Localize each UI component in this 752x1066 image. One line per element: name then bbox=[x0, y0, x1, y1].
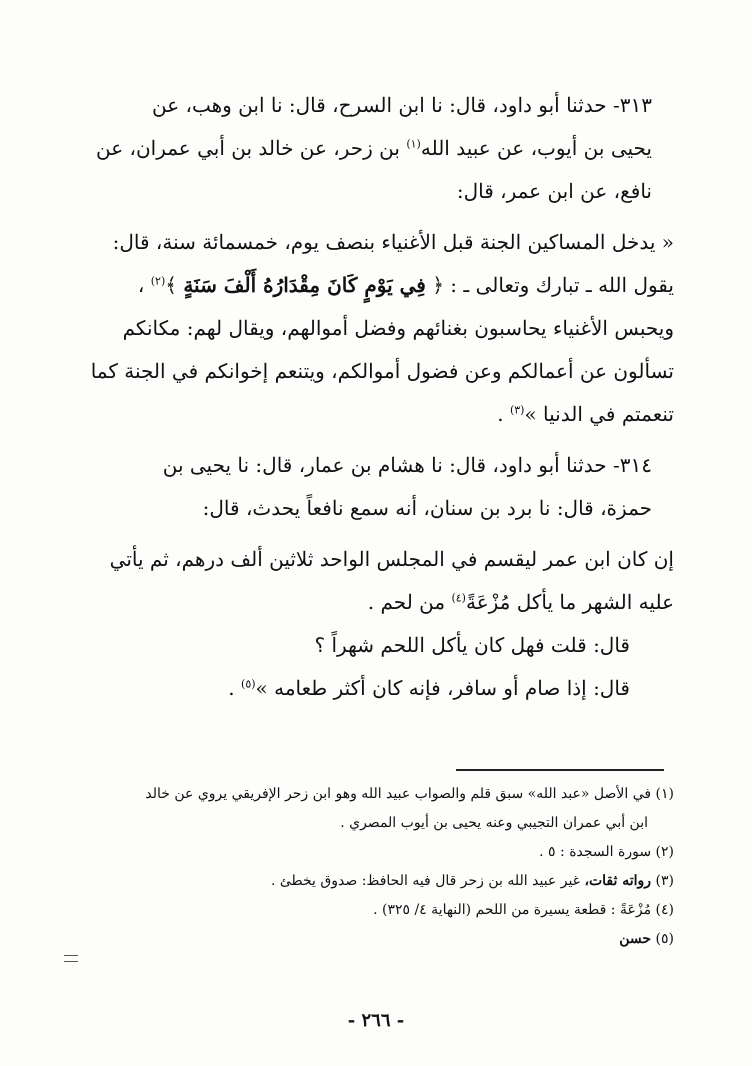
footnote-grade: رواته ثقات، bbox=[584, 873, 652, 889]
text-line bbox=[88, 444, 652, 487]
line-text: ويحبس الأغنياء يحاسبون بغنائهم وفضل أموالهم، ويقال لهم: مكانكم bbox=[122, 316, 674, 340]
line-text: ، bbox=[137, 273, 151, 297]
footnote-term: مُزْعَةً bbox=[619, 902, 652, 918]
footnote-marker[interactable]: (٢) bbox=[150, 274, 166, 288]
line-text: إن كان ابن عمر ليقسم في المجلس الواحد ثلاثين ألف درهم، ثم يأتي bbox=[109, 547, 674, 571]
line-text: « يدخل المساكين الجنة قبل الأغنياء بنصف يوم، خمسمائة سنة، قال: bbox=[112, 230, 674, 254]
text-line bbox=[88, 624, 674, 667]
text-line bbox=[88, 264, 674, 307]
footnote-text: غير عبيد الله بن زحر قال فيه الحافظ: صدوق يخطئ . bbox=[270, 873, 585, 889]
line-text: ٣١٤- حدثنا أبو داود، قال: نا هشام بن عمار، قال: نا يحيى بن bbox=[162, 453, 652, 477]
text-line bbox=[88, 667, 674, 710]
margin-mark bbox=[64, 955, 78, 962]
line-text: قال: قلت فهل كان يأكل اللحم شهراً ؟ bbox=[314, 633, 630, 657]
footnote-marker[interactable]: (٤) bbox=[451, 591, 466, 605]
hadith-314-isnad bbox=[88, 444, 674, 530]
footnote-4 bbox=[88, 896, 674, 925]
line-text: يحيى بن أيوب، عن عبيد الله bbox=[420, 136, 652, 160]
text-line bbox=[88, 393, 674, 436]
footnote-2 bbox=[88, 838, 674, 867]
line-text: حمزة، قال: نا برد بن سنان، أنه سمع نافعاً يحدث، قال: bbox=[202, 496, 652, 520]
text-line bbox=[88, 307, 674, 350]
footnote-text: في الأصل «عبد الله» سبق قلم والصواب عبيد الله وهو ابن زحر الإفريقي يروي عن خالد bbox=[145, 786, 652, 802]
text-line bbox=[88, 350, 674, 393]
page-number: - ٢٦٦ - bbox=[347, 1010, 405, 1031]
footnote-number: (٢) bbox=[655, 844, 674, 860]
text-line bbox=[88, 538, 674, 581]
quran-verse: فِي يَوْمٍ كَانَ مِقْدَارُهُ أَلْفَ سَنَةٍ bbox=[183, 273, 426, 297]
footnote-marker[interactable]: (١) bbox=[406, 137, 421, 151]
line-text: . bbox=[497, 402, 510, 426]
line-text: يقول الله ـ تبارك وتعالى ـ : ﴿ bbox=[425, 273, 674, 297]
line-text: نافع، عن ابن عمر، قال: bbox=[456, 179, 652, 203]
footnote-text: : قطعة يسيرة من اللحم (النهاية ٤/ ٣٢٥) . bbox=[373, 902, 620, 918]
footnote-marker[interactable]: (٥) bbox=[241, 677, 256, 691]
text-line bbox=[88, 170, 652, 213]
hadith-314-matn bbox=[88, 538, 674, 710]
text-line bbox=[88, 127, 652, 170]
footnote-3 bbox=[88, 867, 674, 896]
hadith-313-isnad bbox=[88, 84, 674, 213]
line-text: عليه الشهر ما يأكل مُزْعَةً bbox=[465, 590, 674, 614]
footnote-text: سورة السجدة : ٥ . bbox=[539, 844, 652, 860]
footnotes bbox=[88, 780, 674, 954]
hadith-313-matn bbox=[88, 221, 674, 436]
text-line bbox=[88, 84, 652, 127]
text-line bbox=[88, 221, 674, 264]
text-line bbox=[88, 487, 652, 530]
text-line bbox=[88, 581, 674, 624]
line-text: ﴾ bbox=[165, 273, 184, 297]
footnote-marker[interactable]: (٣) bbox=[509, 403, 525, 417]
footnote-number: (٤) bbox=[655, 902, 674, 918]
footnote-5 bbox=[88, 925, 674, 954]
line-text: تسألون عن أعمالكم وعن فضول أموالكم، ويتنعم إخوانكم في الجنة كما bbox=[90, 359, 674, 383]
footnote-number: (١) bbox=[655, 786, 674, 802]
line-text: من لحم . bbox=[367, 590, 452, 614]
footnote-text: ابن أبي عمران التجيبي وعنه يحيى بن أيوب المصري . bbox=[340, 815, 648, 831]
footnote-1-continued bbox=[88, 809, 674, 838]
footnote-number: (٥) bbox=[655, 931, 674, 947]
line-text: تنعمتم في الدنيا » bbox=[524, 402, 674, 426]
footnote-1 bbox=[88, 780, 674, 809]
main-text bbox=[88, 84, 674, 710]
line-text: . bbox=[228, 676, 242, 700]
line-text: بن زحر، عن خالد بن أبي عمران، عن bbox=[95, 136, 407, 160]
footnote-number: (٣) bbox=[655, 873, 674, 889]
line-text: ٣١٣- حدثنا أبو داود، قال: نا ابن السرح، قال: نا ابن وهب، عن bbox=[152, 93, 652, 117]
footnote-grade: حسن bbox=[619, 931, 652, 947]
line-text: قال: إذا صام أو سافر، فإنه كان أكثر طعامه » bbox=[255, 676, 630, 700]
footnote-separator bbox=[456, 769, 664, 771]
